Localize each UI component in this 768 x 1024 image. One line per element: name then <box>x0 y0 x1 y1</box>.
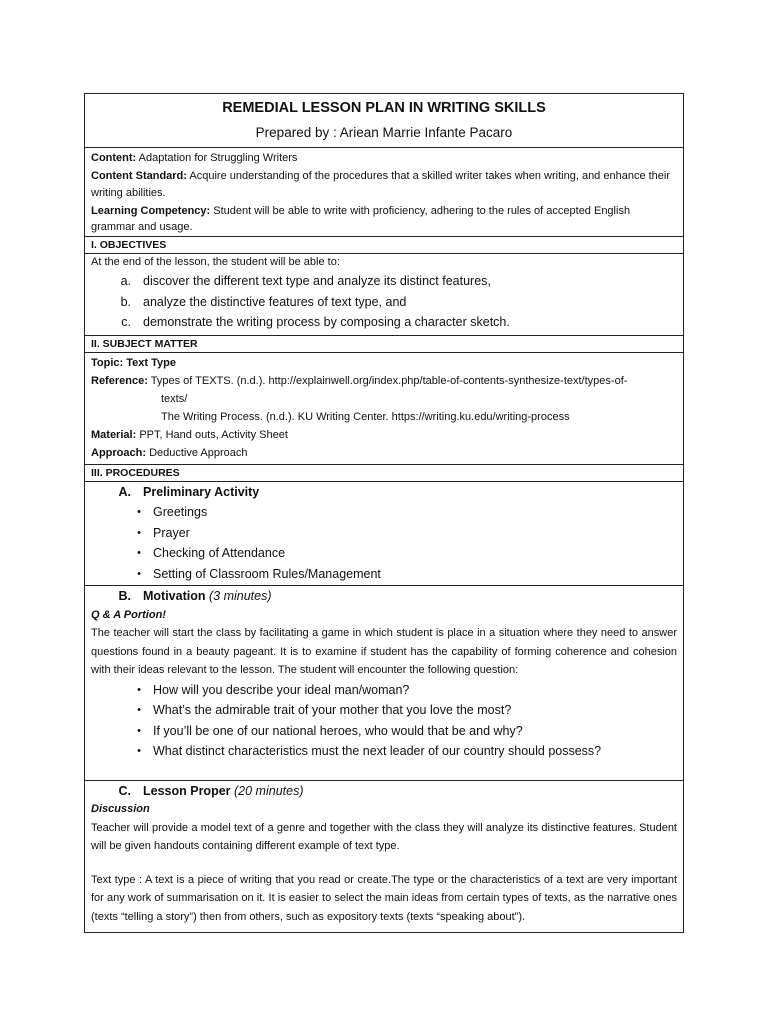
objective-item <box>91 271 677 292</box>
preliminary-item-text: Checking of Attendance <box>153 546 286 560</box>
objective-text: analyze the distinctive features of text type, and <box>143 294 407 309</box>
motivation-block <box>85 586 683 781</box>
document-title: REMEDIAL LESSON PLAN IN WRITING SKILLS <box>222 100 546 116</box>
objectives-block <box>85 254 683 336</box>
objective-text: demonstrate the writing process by composing a character sketch. <box>143 315 510 329</box>
reference-text-2: texts/ <box>161 392 188 405</box>
preliminary-item <box>91 502 677 523</box>
lesson-proper-marker: C. <box>118 783 131 798</box>
bullet-icon: • <box>137 724 141 737</box>
motivation-title: Motivation <box>143 589 206 603</box>
bullet-icon: • <box>137 683 141 696</box>
content-info-block <box>85 148 683 237</box>
prepared-by: Prepared by : Ariean Marrie Infante Pacaro <box>255 125 513 140</box>
motivation-heading <box>91 586 677 607</box>
text-type-paragraph: Text type : A text is a piece of writing that you read or create.The type or the characteristics of a text are very important for any work of summarisation on it. It is easier to select the main ideas from certain types of texts, as the narrative ones (texts “telling a story”) then from others, such as expository texts (texts “speaking about”). <box>91 873 677 923</box>
subject-matter-block <box>85 353 683 465</box>
preliminary-activity-block <box>85 482 683 587</box>
subject-matter-heading: II. SUBJECT MATTER <box>85 336 683 353</box>
material-value: PPT, Hand outs, Activity Sheet <box>139 428 288 441</box>
preliminary-item-text: Prayer <box>153 525 190 540</box>
preliminary-item <box>91 543 677 564</box>
objective-item <box>91 292 677 313</box>
bullet-icon: • <box>137 506 141 518</box>
reference-text-1: Types of TEXTS. (n.d.). http://explainwell.org/index.php/table-of-contents-synthesize-text/types-of- <box>150 374 628 387</box>
lesson-proper-duration: (20 minutes) <box>234 783 304 798</box>
lesson-plan-document <box>84 93 684 933</box>
lesson-proper-block <box>85 781 683 934</box>
question-text: If you’ll be one of our national heroes, who would that be and why? <box>153 723 523 738</box>
preliminary-item <box>91 564 677 585</box>
lesson-proper-title: Lesson Proper <box>143 783 231 798</box>
objectives-heading: I. OBJECTIVES <box>85 237 683 254</box>
learning-competency-line <box>91 203 677 235</box>
topic-line: Topic: Text Type <box>91 356 176 369</box>
question-item <box>91 700 677 721</box>
approach-label: Approach: <box>91 446 146 459</box>
objective-item <box>91 312 677 333</box>
question-text: How will you describe your ideal man/woman? <box>153 682 410 697</box>
bullet-icon: • <box>137 526 141 539</box>
reference-text-3: The Writing Process. (n.d.). KU Writing Center. https://writing.ku.edu/writing-process <box>161 410 570 423</box>
discussion-label: Discussion <box>91 803 150 815</box>
material-label: Material: <box>91 428 137 441</box>
objectives-intro: At the end of the lesson, the student will be able to: <box>91 255 340 268</box>
objective-marker: b. <box>120 294 131 309</box>
content-standard-value: Acquire understanding of the procedures that a skilled writer takes when writing, and enhance their writing abilities. <box>91 169 671 199</box>
title-block <box>85 94 683 148</box>
preliminary-title: Preliminary Activity <box>143 484 260 499</box>
preliminary-item <box>91 523 677 544</box>
preliminary-item-text: Setting of Classroom Rules/Management <box>153 566 381 581</box>
content-standard-label: Content Standard: <box>91 169 187 182</box>
discussion-paragraph: Teacher will provide a model text of a genre and together with the class they will analyze its distinctive features. Student will be given handouts containing different example of text type. <box>91 821 677 852</box>
learning-competency-value: Student will be able to write with proficiency, adhering to the rules of accepted English grammar and usage. <box>91 204 631 233</box>
motivation-paragraph: The teacher will start the class by facilitating a game in which student is place in a situation where they need to answer questions found in a beauty pageant. It is to examine if student has the capability of forming coherence and cohesion with their ideas relevant to the lesson. The student will encounter the following question: <box>91 627 677 676</box>
lesson-proper-heading <box>91 781 677 802</box>
learning-competency-label: Learning Competency: <box>91 204 211 217</box>
reference-label: Reference: <box>91 374 148 387</box>
objective-text: discover the different text type and analyze its distinct features, <box>143 274 491 288</box>
bullet-icon: • <box>137 704 141 716</box>
bullet-icon: • <box>137 567 141 580</box>
reference-line <box>91 372 677 390</box>
approach-value: Deductive Approach <box>149 446 248 459</box>
bullet-icon: • <box>137 745 141 757</box>
content-value: Adaptation for Struggling Writers <box>138 152 298 164</box>
approach-line <box>91 444 677 462</box>
motivation-duration: (3 minutes) <box>208 589 272 603</box>
motivation-marker: B. <box>118 589 131 603</box>
question-item <box>91 741 677 762</box>
content-line <box>91 150 677 168</box>
content-label: Content: <box>91 152 137 164</box>
material-line <box>91 426 677 444</box>
question-item <box>91 721 677 742</box>
preliminary-item-text: Greetings <box>153 505 208 519</box>
objective-marker: a. <box>120 274 131 288</box>
question-text: What’s the admirable trait of your mother that you love the most? <box>153 703 512 717</box>
preliminary-activity-heading <box>91 482 677 503</box>
objective-marker: c. <box>121 315 131 329</box>
bullet-icon: • <box>137 547 141 559</box>
qa-portion-label: Q & A Portion! <box>91 608 166 621</box>
question-item <box>91 680 677 701</box>
preliminary-marker: A. <box>118 484 131 499</box>
question-text: What distinct characteristics must the next leader of our country should possess? <box>153 744 602 758</box>
content-standard-line <box>91 168 677 203</box>
procedures-heading: III. PROCEDURES <box>85 465 683 482</box>
